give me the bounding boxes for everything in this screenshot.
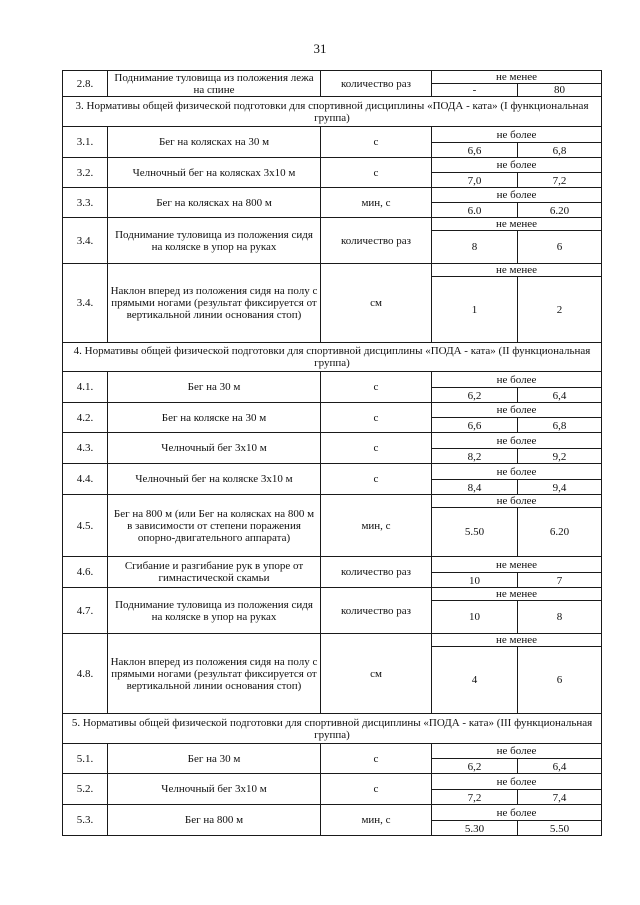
value-2: 7,4 bbox=[518, 790, 602, 805]
row-number: 4.2. bbox=[63, 403, 108, 433]
table-row bbox=[63, 495, 602, 508]
row-number: 4.7. bbox=[63, 588, 108, 634]
table-row bbox=[63, 634, 602, 647]
section-heading-row bbox=[63, 97, 602, 127]
unit-cell: с bbox=[321, 464, 432, 495]
table-row bbox=[63, 158, 602, 173]
unit-cell: мин, с bbox=[321, 805, 432, 836]
table-row bbox=[63, 188, 602, 203]
table-row bbox=[63, 433, 602, 449]
norm-header: не менее bbox=[432, 218, 602, 231]
exercise-name: Челночный бег 3х10 м bbox=[108, 774, 321, 805]
value-1: 1 bbox=[432, 277, 518, 343]
exercise-name: Бег на колясках на 800 м bbox=[108, 188, 321, 218]
norm-header: не более bbox=[432, 127, 602, 143]
value-1: 8,2 bbox=[432, 449, 518, 464]
unit-cell: мин, с bbox=[321, 188, 432, 218]
table-row bbox=[63, 464, 602, 480]
value-1: - bbox=[432, 84, 518, 97]
value-1: 8 bbox=[432, 231, 518, 264]
norm-header: не более bbox=[432, 464, 602, 480]
norm-header: не более bbox=[432, 805, 602, 821]
unit-cell: количество раз bbox=[321, 71, 432, 97]
value-1: 6.0 bbox=[432, 203, 518, 218]
table-row bbox=[63, 744, 602, 759]
value-1: 4 bbox=[432, 647, 518, 714]
value-2: 7,2 bbox=[518, 173, 602, 188]
value-1: 10 bbox=[432, 601, 518, 634]
row-number: 3.4. bbox=[63, 264, 108, 343]
row-number: 3.3. bbox=[63, 188, 108, 218]
exercise-name: Челночный бег 3х10 м bbox=[108, 433, 321, 464]
table-row bbox=[63, 588, 602, 601]
value-2: 9,4 bbox=[518, 480, 602, 495]
norm-header: не более bbox=[432, 372, 602, 388]
exercise-name: Поднимание туловища из положения сидя на коляске в упор на руках bbox=[108, 588, 321, 634]
table-row bbox=[63, 71, 602, 84]
norm-header: не более bbox=[432, 744, 602, 759]
value-1: 6,6 bbox=[432, 143, 518, 158]
row-number: 5.2. bbox=[63, 774, 108, 805]
value-2: 6,8 bbox=[518, 418, 602, 433]
norm-header: не менее bbox=[432, 264, 602, 277]
row-number: 4.1. bbox=[63, 372, 108, 403]
row-number: 2.8. bbox=[63, 71, 108, 97]
exercise-name: Наклон вперед из положения сидя на полу с прямыми ногами (результат фиксируется от вертикальной линии основания стоп) bbox=[108, 634, 321, 714]
value-1: 8,4 bbox=[432, 480, 518, 495]
unit-cell: с bbox=[321, 774, 432, 805]
value-1: 5.50 bbox=[432, 508, 518, 557]
table-row bbox=[63, 372, 602, 388]
value-2: 80 bbox=[518, 84, 602, 97]
value-2: 6.20 bbox=[518, 203, 602, 218]
section-heading-row bbox=[63, 343, 602, 372]
table-row bbox=[63, 127, 602, 143]
norm-header: не менее bbox=[432, 557, 602, 573]
norm-header: не менее bbox=[432, 588, 602, 601]
table-row bbox=[63, 557, 602, 573]
table-row bbox=[63, 805, 602, 821]
row-number: 4.5. bbox=[63, 495, 108, 557]
unit-cell: с bbox=[321, 403, 432, 433]
unit-cell: количество раз bbox=[321, 218, 432, 264]
unit-cell: количество раз bbox=[321, 557, 432, 588]
row-number: 4.8. bbox=[63, 634, 108, 714]
value-2: 7 bbox=[518, 573, 602, 588]
table-row bbox=[63, 403, 602, 418]
table-row bbox=[63, 264, 602, 277]
unit-cell: см bbox=[321, 634, 432, 714]
row-number: 4.3. bbox=[63, 433, 108, 464]
norm-header: не менее bbox=[432, 634, 602, 647]
section-heading: 3. Нормативы общей физической подготовки для спортивной дисциплины «ПОДА - ката» (I функциональная группа) bbox=[63, 97, 602, 127]
value-1: 6,2 bbox=[432, 759, 518, 774]
value-2: 2 bbox=[518, 277, 602, 343]
unit-cell: с bbox=[321, 372, 432, 403]
norm-header: не более bbox=[432, 403, 602, 418]
value-1: 5.30 bbox=[432, 821, 518, 836]
value-2: 6,4 bbox=[518, 388, 602, 403]
section-heading-row bbox=[63, 714, 602, 744]
exercise-name: Поднимание туловища из положения лежа на спине bbox=[108, 71, 321, 97]
exercise-name: Челночный бег на коляске 3х10 м bbox=[108, 464, 321, 495]
exercise-name: Бег на 800 м (или Бег на колясках на 800 м в зависимости от степени поражения опорно-двигательного аппарата) bbox=[108, 495, 321, 557]
exercise-name: Бег на 800 м bbox=[108, 805, 321, 836]
unit-cell: мин, с bbox=[321, 495, 432, 557]
unit-cell: с bbox=[321, 158, 432, 188]
unit-cell: с bbox=[321, 744, 432, 774]
exercise-name: Сгибание и разгибание рук в упоре от гимнастической скамьи bbox=[108, 557, 321, 588]
exercise-name: Поднимание туловища из положения сидя на коляске в упор на руках bbox=[108, 218, 321, 264]
exercise-name: Бег на 30 м bbox=[108, 744, 321, 774]
table-row bbox=[63, 218, 602, 231]
unit-cell: с bbox=[321, 127, 432, 158]
row-number: 3.2. bbox=[63, 158, 108, 188]
norm-header: не более bbox=[432, 495, 602, 508]
value-1: 6,2 bbox=[432, 388, 518, 403]
exercise-name: Бег на колясках на 30 м bbox=[108, 127, 321, 158]
row-number: 3.4. bbox=[63, 218, 108, 264]
value-2: 9,2 bbox=[518, 449, 602, 464]
value-2: 8 bbox=[518, 601, 602, 634]
unit-cell: с bbox=[321, 433, 432, 464]
norms-table bbox=[62, 70, 602, 836]
table-row bbox=[63, 774, 602, 790]
value-2: 6,4 bbox=[518, 759, 602, 774]
value-1: 10 bbox=[432, 573, 518, 588]
value-1: 7,0 bbox=[432, 173, 518, 188]
unit-cell: см bbox=[321, 264, 432, 343]
norm-header: не более bbox=[432, 188, 602, 203]
norm-header: не более bbox=[432, 433, 602, 449]
exercise-name: Челночный бег на колясках 3х10 м bbox=[108, 158, 321, 188]
row-number: 5.1. bbox=[63, 744, 108, 774]
page-number: 31 bbox=[313, 41, 327, 56]
row-number: 4.6. bbox=[63, 557, 108, 588]
value-2: 6 bbox=[518, 647, 602, 714]
value-2: 5.50 bbox=[518, 821, 602, 836]
exercise-name: Бег на коляске на 30 м bbox=[108, 403, 321, 433]
value-2: 6,8 bbox=[518, 143, 602, 158]
row-number: 5.3. bbox=[63, 805, 108, 836]
value-2: 6.20 bbox=[518, 508, 602, 557]
section-heading: 5. Нормативы общей физической подготовки для спортивной дисциплины «ПОДА - ката» (III функциональная группа) bbox=[63, 714, 602, 744]
value-1: 7,2 bbox=[432, 790, 518, 805]
norm-header: не менее bbox=[432, 71, 602, 84]
norm-header: не более bbox=[432, 774, 602, 790]
unit-cell: количество раз bbox=[321, 588, 432, 634]
value-1: 6,6 bbox=[432, 418, 518, 433]
row-number: 3.1. bbox=[63, 127, 108, 158]
value-2: 6 bbox=[518, 231, 602, 264]
norm-header: не более bbox=[432, 158, 602, 173]
exercise-name: Наклон вперед из положения сидя на полу с прямыми ногами (результат фиксируется от вертикальной линии основания стоп) bbox=[108, 264, 321, 343]
exercise-name: Бег на 30 м bbox=[108, 372, 321, 403]
row-number: 4.4. bbox=[63, 464, 108, 495]
section-heading: 4. Нормативы общей физической подготовки для спортивной дисциплины «ПОДА - ката» (II функциональная группа) bbox=[63, 343, 602, 372]
